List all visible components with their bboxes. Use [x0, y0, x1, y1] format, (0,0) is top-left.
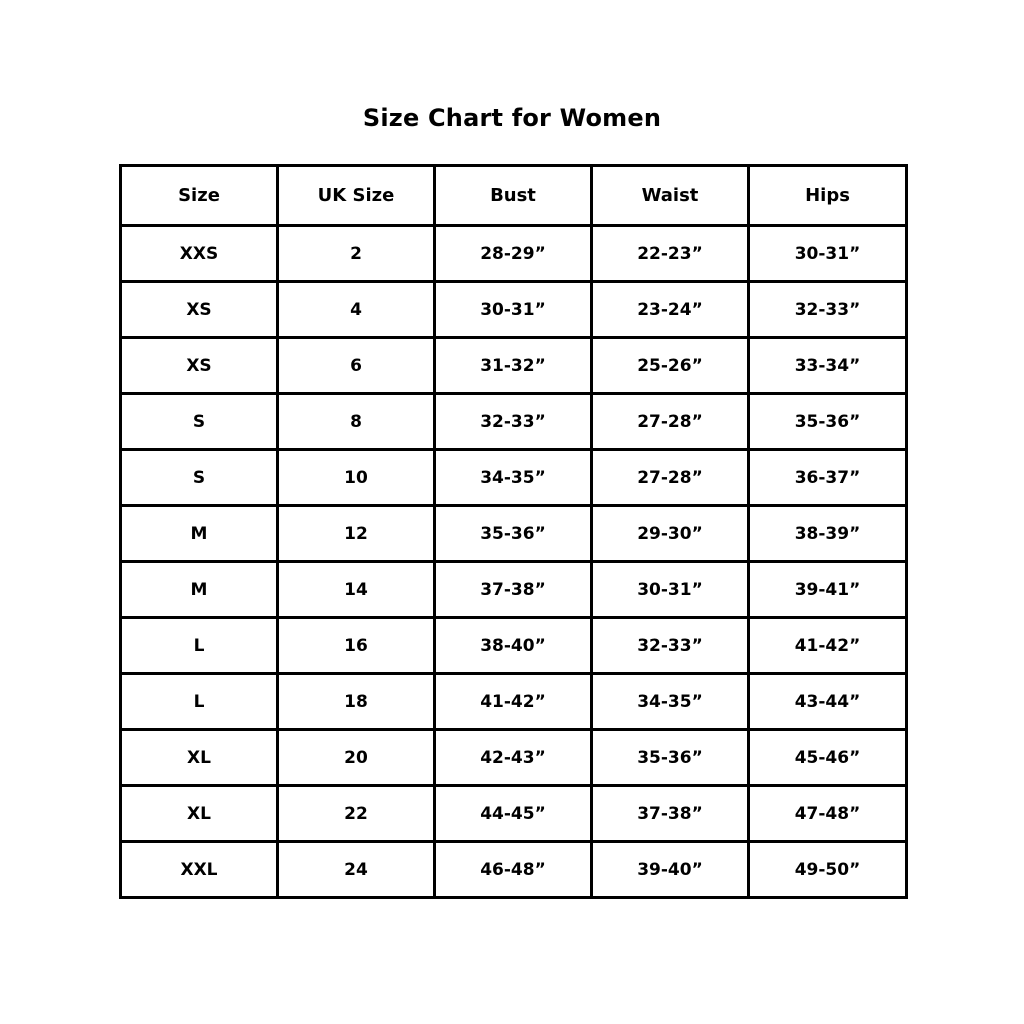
cell-uk-size: 12 [278, 506, 435, 562]
table-row [121, 674, 907, 730]
table-row [121, 618, 907, 674]
cell-bust: 38-40” [435, 618, 592, 674]
column-header-size: Size [121, 166, 278, 226]
cell-waist: 27-28” [592, 394, 749, 450]
cell-uk-size: 4 [278, 282, 435, 338]
cell-waist: 39-40” [592, 842, 749, 898]
table-row [121, 730, 907, 786]
cell-waist: 32-33” [592, 618, 749, 674]
cell-size: S [121, 394, 278, 450]
cell-uk-size: 22 [278, 786, 435, 842]
size-chart-table-container [119, 164, 905, 899]
cell-uk-size: 6 [278, 338, 435, 394]
cell-bust: 28-29” [435, 226, 592, 282]
cell-bust: 31-32” [435, 338, 592, 394]
cell-hips: 45-46” [749, 730, 907, 786]
cell-bust: 32-33” [435, 394, 592, 450]
cell-size: XXL [121, 842, 278, 898]
cell-hips: 30-31” [749, 226, 907, 282]
cell-size: M [121, 506, 278, 562]
cell-hips: 36-37” [749, 450, 907, 506]
table-header-row [121, 166, 907, 226]
cell-bust: 46-48” [435, 842, 592, 898]
cell-hips: 49-50” [749, 842, 907, 898]
cell-size: XXS [121, 226, 278, 282]
column-header-bust: Bust [435, 166, 592, 226]
cell-waist: 23-24” [592, 282, 749, 338]
cell-hips: 41-42” [749, 618, 907, 674]
column-header-uk-size: UK Size [278, 166, 435, 226]
cell-bust: 41-42” [435, 674, 592, 730]
cell-hips: 39-41” [749, 562, 907, 618]
cell-uk-size: 10 [278, 450, 435, 506]
page-title: Size Chart for Women [362, 104, 662, 132]
cell-hips: 33-34” [749, 338, 907, 394]
cell-bust: 30-31” [435, 282, 592, 338]
cell-size: L [121, 618, 278, 674]
cell-bust: 42-43” [435, 730, 592, 786]
table-row [121, 394, 907, 450]
cell-waist: 25-26” [592, 338, 749, 394]
cell-waist: 35-36” [592, 730, 749, 786]
cell-size: XS [121, 282, 278, 338]
cell-waist: 30-31” [592, 562, 749, 618]
cell-size: XS [121, 338, 278, 394]
table-row [121, 506, 907, 562]
cell-size: S [121, 450, 278, 506]
cell-hips: 32-33” [749, 282, 907, 338]
table-row [121, 450, 907, 506]
cell-hips: 38-39” [749, 506, 907, 562]
cell-size: XL [121, 786, 278, 842]
cell-bust: 35-36” [435, 506, 592, 562]
size-chart-table [119, 164, 908, 899]
cell-uk-size: 2 [278, 226, 435, 282]
column-header-waist: Waist [592, 166, 749, 226]
cell-waist: 22-23” [592, 226, 749, 282]
cell-bust: 44-45” [435, 786, 592, 842]
cell-uk-size: 20 [278, 730, 435, 786]
cell-waist: 34-35” [592, 674, 749, 730]
table-row [121, 786, 907, 842]
cell-bust: 37-38” [435, 562, 592, 618]
cell-waist: 29-30” [592, 506, 749, 562]
table-row [121, 282, 907, 338]
table-row [121, 226, 907, 282]
cell-uk-size: 16 [278, 618, 435, 674]
cell-waist: 27-28” [592, 450, 749, 506]
column-header-hips: Hips [749, 166, 907, 226]
table-row [121, 842, 907, 898]
table-row [121, 562, 907, 618]
cell-size: L [121, 674, 278, 730]
cell-hips: 35-36” [749, 394, 907, 450]
cell-hips: 47-48” [749, 786, 907, 842]
cell-bust: 34-35” [435, 450, 592, 506]
table-row [121, 338, 907, 394]
cell-hips: 43-44” [749, 674, 907, 730]
cell-uk-size: 24 [278, 842, 435, 898]
cell-uk-size: 14 [278, 562, 435, 618]
cell-uk-size: 8 [278, 394, 435, 450]
cell-uk-size: 18 [278, 674, 435, 730]
cell-size: XL [121, 730, 278, 786]
cell-size: M [121, 562, 278, 618]
cell-waist: 37-38” [592, 786, 749, 842]
